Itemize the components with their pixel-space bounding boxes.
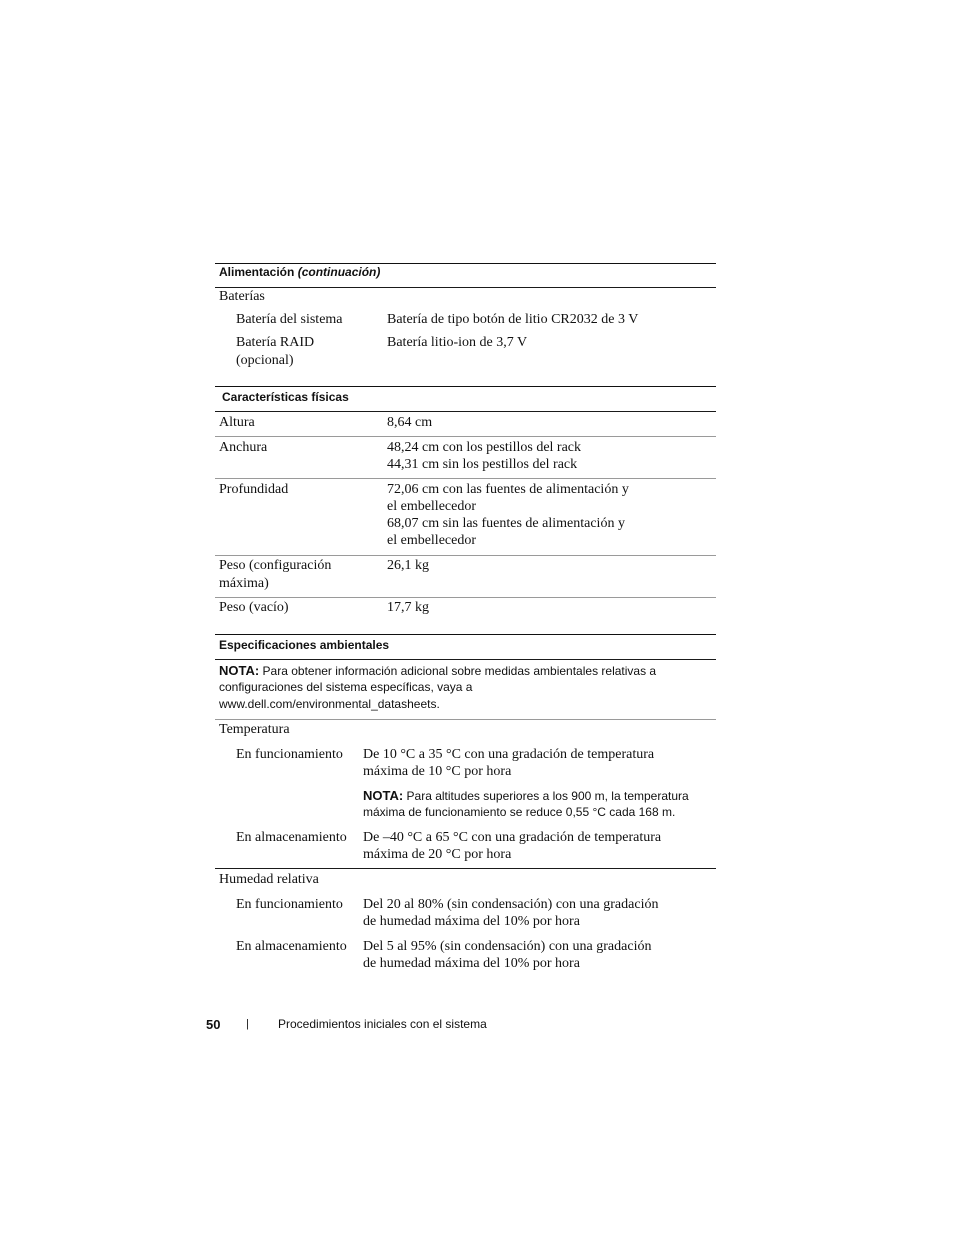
temp-note-prefix: NOTA: [363, 788, 404, 803]
batteries-label: Baterías [219, 289, 265, 304]
section-header-power [219, 264, 380, 281]
temp-note-line-1: Para altitudes superiores a los 900 m, la temperatura [403, 789, 689, 803]
physical-top-rule [215, 386, 716, 387]
row-divider [215, 555, 716, 556]
note-prefix: NOTA: [219, 663, 260, 678]
weight-max-value: 26,1 kg [387, 558, 429, 573]
system-battery-value: Batería de tipo botón de litio CR2032 de 3 V [387, 312, 639, 327]
raid-battery-value: Batería litio-ion de 3,7 V [387, 335, 528, 350]
humidity-storage-label: En almacenamiento [236, 939, 347, 954]
environmental-top-rule [215, 634, 716, 635]
power-header-continuation: (continuación) [297, 265, 381, 279]
temp-operating-label: En funcionamiento [236, 747, 343, 762]
row-divider [215, 868, 716, 869]
depth-label: Profundidad [219, 482, 289, 497]
depth-value-3: 68,07 cm sin las fuentes de alimentación y [387, 516, 625, 531]
weight-empty-value: 17,7 kg [387, 600, 429, 615]
note-line-1: Para obtener información adicional sobre medidas ambientales relativas a [259, 664, 657, 678]
footer-separator: | [246, 1018, 249, 1030]
raid-battery-label: Batería RAID [236, 335, 315, 350]
weight-max-label: Peso (configuración [219, 558, 332, 573]
note-link-suffix: . [436, 697, 440, 711]
footer-title: Procedimientos iniciales con el sistema [278, 1017, 487, 1031]
note-link-line [219, 696, 440, 713]
temperature-note [363, 787, 689, 805]
physical-header-rule [215, 411, 716, 412]
row-divider [215, 719, 716, 720]
power-header-rule [215, 287, 716, 288]
raid-battery-label-optional: (opcional) [236, 353, 294, 368]
temp-storage-value-1: De –40 °C a 65 °C con una gradación de temperatura [363, 830, 662, 845]
width-value-2: 44,31 cm sin los pestillos del rack [387, 457, 578, 472]
weight-max-label-2: máxima) [219, 576, 269, 591]
height-label: Altura [219, 415, 255, 430]
humidity-label: Humedad relativa [219, 872, 319, 887]
power-header-title: Alimentación [219, 265, 295, 279]
row-divider [215, 478, 716, 479]
humidity-storage-value-1: Del 5 al 95% (sin condensación) con una gradación [363, 939, 652, 954]
temp-storage-label: En almacenamiento [236, 830, 347, 845]
section-header-physical: Características físicas [222, 390, 349, 404]
temperature-label: Temperatura [219, 722, 290, 737]
temp-operating-value-1: De 10 °C a 35 °C con una gradación de temperatura [363, 747, 655, 762]
row-divider [215, 436, 716, 437]
humidity-operating-value-1: Del 20 al 80% (sin condensación) con una gradación [363, 897, 659, 912]
environmental-header-rule [215, 659, 716, 660]
depth-value-4: el embellecedor [387, 533, 477, 548]
humidity-storage-value-2: de humedad máxima del 10% por hora [363, 956, 580, 971]
depth-value-2: el embellecedor [387, 499, 477, 514]
height-value: 8,64 cm [387, 415, 433, 430]
environmental-datasheets-link[interactable]: www.dell.com/environmental_datasheets [219, 697, 437, 711]
humidity-operating-label: En funcionamiento [236, 897, 343, 912]
temp-operating-value-2: máxima de 10 °C por hora [363, 764, 512, 779]
page-number: 50 [206, 1017, 221, 1032]
system-battery-label: Batería del sistema [236, 312, 343, 327]
temp-note-line-2: máxima de funcionamiento se reduce 0,55 °C cada 168 m. [363, 805, 676, 819]
temp-storage-value-2: máxima de 20 °C por hora [363, 847, 512, 862]
environmental-note [219, 662, 656, 680]
section-header-environmental: Especificaciones ambientales [219, 638, 390, 652]
depth-value-1: 72,06 cm con las fuentes de alimentación y [387, 482, 629, 497]
humidity-operating-value-2: de humedad máxima del 10% por hora [363, 914, 580, 929]
width-value-1: 48,24 cm con los pestillos del rack [387, 440, 582, 455]
note-line-2: configuraciones del sistema específicas, vaya a [219, 680, 473, 694]
row-divider [215, 597, 716, 598]
weight-empty-label: Peso (vacío) [219, 600, 289, 615]
width-label: Anchura [219, 440, 268, 455]
